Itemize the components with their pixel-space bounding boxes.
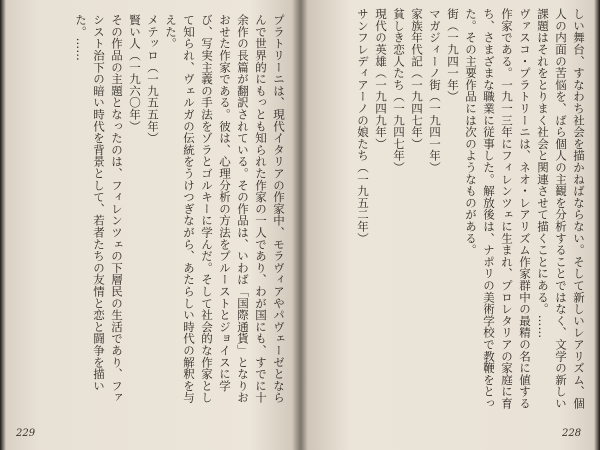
right-page-number: 228	[562, 428, 582, 439]
right-page-body-text: しい舞台、すなわち社会を描かねばならない。そして新しいレアリズム、個人の内面の苦悩を、ばら個人の主観を分析することではなく、文学の新しい課題はそれをとりまく社会と関連させて描くことにある。…… ヴァスコ・プラトリーニは、ネオ・レアリズム作家群中の最精の名に値する作家である。一九一三年にフィレンツェに生まれ、プロレタリアの家庭に育ち、さまざまな職業に従事した。解放後は、ナポリの美術学校で教鞭をとった。その主要作品には次のようなものがある。 街（一九四一年） マガジィーノ街（一九四一年） 家族年代記（一九四七年） 貧しき恋人たち（一九四七年） 現代の英雄（一九四九年） サンフレディアーノの娘たち（一九五二年）	[356, 8, 586, 410]
left-page-number: 229	[16, 428, 36, 439]
right-page	[300, 0, 600, 450]
left-page-body-text: プラトリーニは、現代イタリアの作家中、モラヴィアやパヴェーゼとならんで世界的にもっとも知られた作家の一人であり、わが国にも、すでに十余作の長篇が翻訳されている。その作品は、いわば「国際通貨」となりおおせた作家である。彼は、心理分析の方法をプルーストとジョイスに学び、写実主義の手法をゾラとゴルキーに学んだ。そして社会的な作家として知られ、ヴェルガの伝統をうけつぎながら、あたらしい時代の解釈を与えた。 メテッロ（一九五五年） 賢い人（一九六〇年） その作品の主題となったのは、フィレンツェの下層民の生活であり、ファシスト治下の暗い時代を背景として、若者たちの友情と恋と闘争を描いた。……	[74, 14, 286, 404]
